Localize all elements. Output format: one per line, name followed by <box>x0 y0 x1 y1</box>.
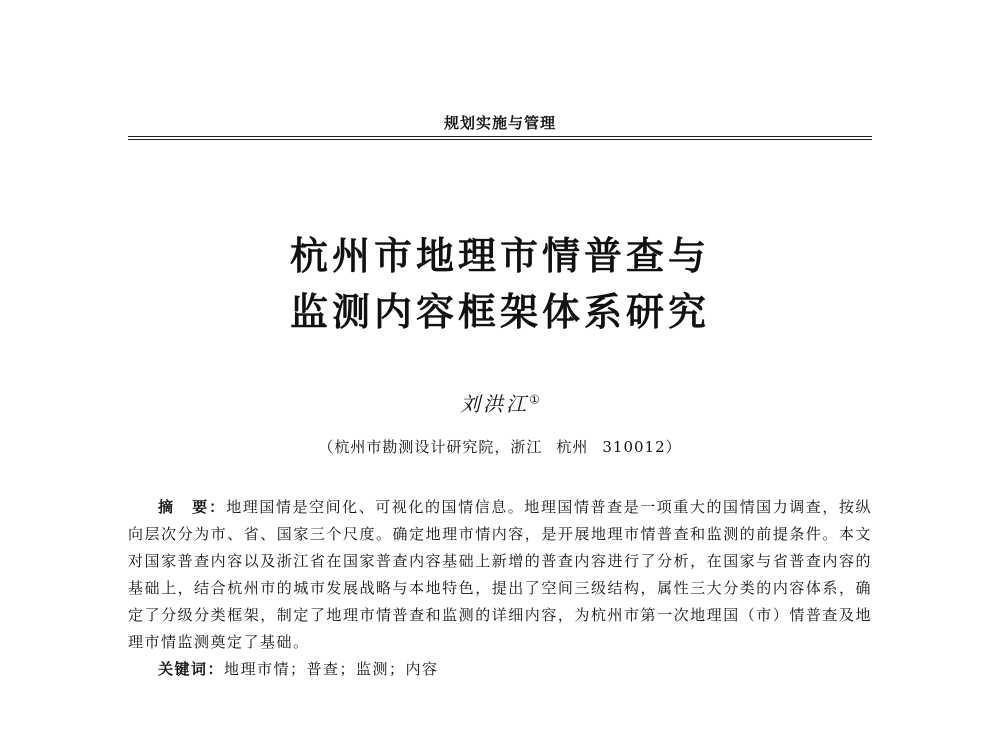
author-name: 刘洪江 <box>460 392 530 416</box>
keywords-text: 地理市情；普查；监测；内容 <box>224 660 439 678</box>
abstract-label: 摘 要： <box>158 498 227 516</box>
abstract-text: 地理国情是空间化、可视化的国情信息。地理国情普查是一项重大的国情国力调查，按纵向层次分为市、省、国家三个尺度。确定地理市情内容，是开展地理市情普查和监测的前提条件。本文对国家普查内容以及浙江省在国家普查内容基础上新增的普查内容进行了分析，在国家与省普查内容的基础上，结合杭州市的城市发展战略与本地特色，提出了空间三级结构，属性三大分类的内容体系，确定了分级分类框架，制定了地理市情普查和监测的详细内容，为杭州市第一次地理国（市）情普查及地理市情监测奠定了基础。 <box>128 498 872 651</box>
title-line-2: 监测内容框架体系研究 <box>289 290 710 334</box>
affiliation-institution: （杭州市勘测设计研究院，浙江 <box>318 438 543 456</box>
abstract <box>128 494 872 656</box>
title-line-1: 杭州市地理市情普查与 <box>289 234 710 278</box>
affiliation <box>0 436 1000 457</box>
header-rule-top <box>128 136 872 137</box>
author <box>0 388 1000 417</box>
author-footnote-mark: ① <box>529 392 540 407</box>
affiliation-postcode: 310012） <box>602 438 682 456</box>
header-rule-bottom <box>128 139 872 140</box>
keywords <box>158 656 872 683</box>
running-head: 规划实施与管理 <box>443 114 556 132</box>
affiliation-city: 杭州 <box>556 438 589 456</box>
paper-title <box>0 228 1000 340</box>
keywords-label: 关键词： <box>158 660 225 678</box>
